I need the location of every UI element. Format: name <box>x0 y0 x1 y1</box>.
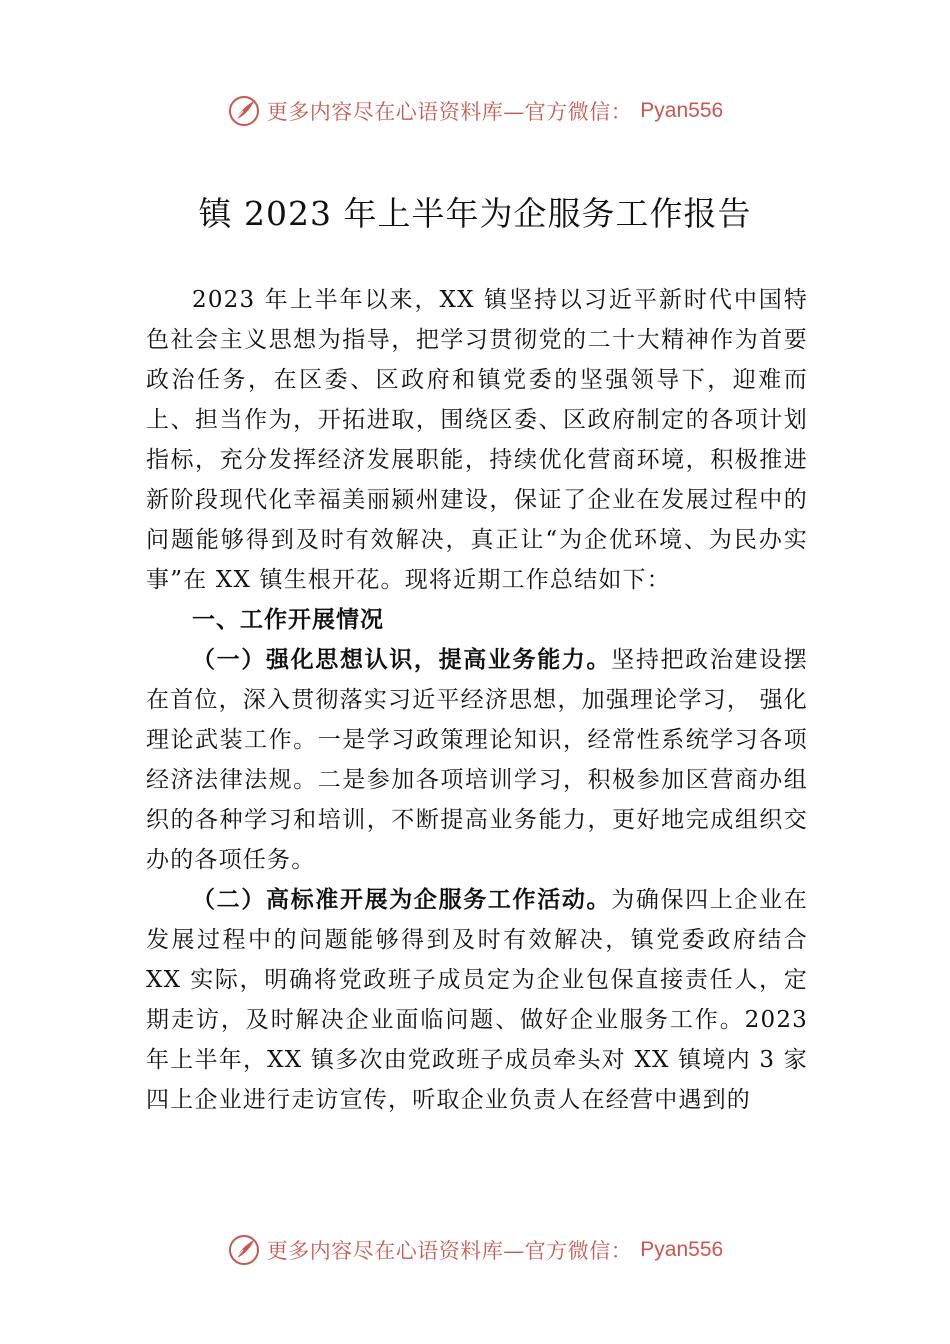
watermark-text: 更多内容尽在心语资料库—官方微信： <box>266 1239 633 1263</box>
document-title: 镇 2023 年上半年为企服务工作报告 <box>198 194 752 233</box>
document-body <box>146 280 808 1120</box>
watermark-header <box>0 94 950 128</box>
quill-pen-icon <box>227 94 261 128</box>
item-2-paragraph <box>146 880 808 1120</box>
item-2-lead: （二）高标准开展为企服务工作活动。 <box>192 886 612 913</box>
item-1-body: 坚持把政治建设摆在首位，深入贯彻落实习近平经济思想，加强理论学习， 强化理论武装工作。一是学习政策理论知识，经常性系统学习各项经济法律法规。二是参加各项培训学习，积极参加区营商办组织的各种学习和培训，不断提高业务能力，更好地完成组织交办的各项任务。 <box>146 647 808 873</box>
watermark-wechat-id: Pyan556 <box>640 99 724 122</box>
section-heading: 一、工作开展情况 <box>192 607 384 633</box>
item-1-paragraph <box>146 640 808 880</box>
item-1-lead: （一）强化思想认识，提高业务能力。 <box>192 646 612 673</box>
intro-paragraph: 2023 年上半年以来，XX 镇坚持以习近平新时代中国特色社会主义思想为指导，把学习贯彻党的二十大精神作为首要政治任务，在区委、区政府和镇党委的坚强领导下，迎难而上、担当作为，开拓进取，围绕区委、区政府制定的各项计划指标，充分发挥经济发展职能，持续优化营商环境，积极推进新阶段现代化幸福美丽颍州建设，保证了企业在发展过程中的问题能够得到及时有效解决，真正让“为企优环境、为民办实事”在 XX 镇生根开花。现将近期工作总结如下： <box>146 287 808 593</box>
watermark-wechat-id: Pyan556 <box>640 1238 724 1261</box>
item-2-body: 为确保四上企业在发展过程中的问题能够得到及时有效解决，镇党委政府结合 XX 实际，明确将党政班子成员定为企业包保直接责任人，定期走访，及时解决企业面临问题、做好企业服务工作。2023 年上半年，XX 镇多次由党政班子成员牵头对 XX 镇境内 3 家四上企业进行走访宣传，听取企业负责人在经营中遇到的 <box>146 887 808 1113</box>
quill-pen-icon <box>227 1233 261 1267</box>
watermark-text: 更多内容尽在心语资料库—官方微信： <box>266 100 633 124</box>
watermark-footer <box>0 1233 950 1267</box>
